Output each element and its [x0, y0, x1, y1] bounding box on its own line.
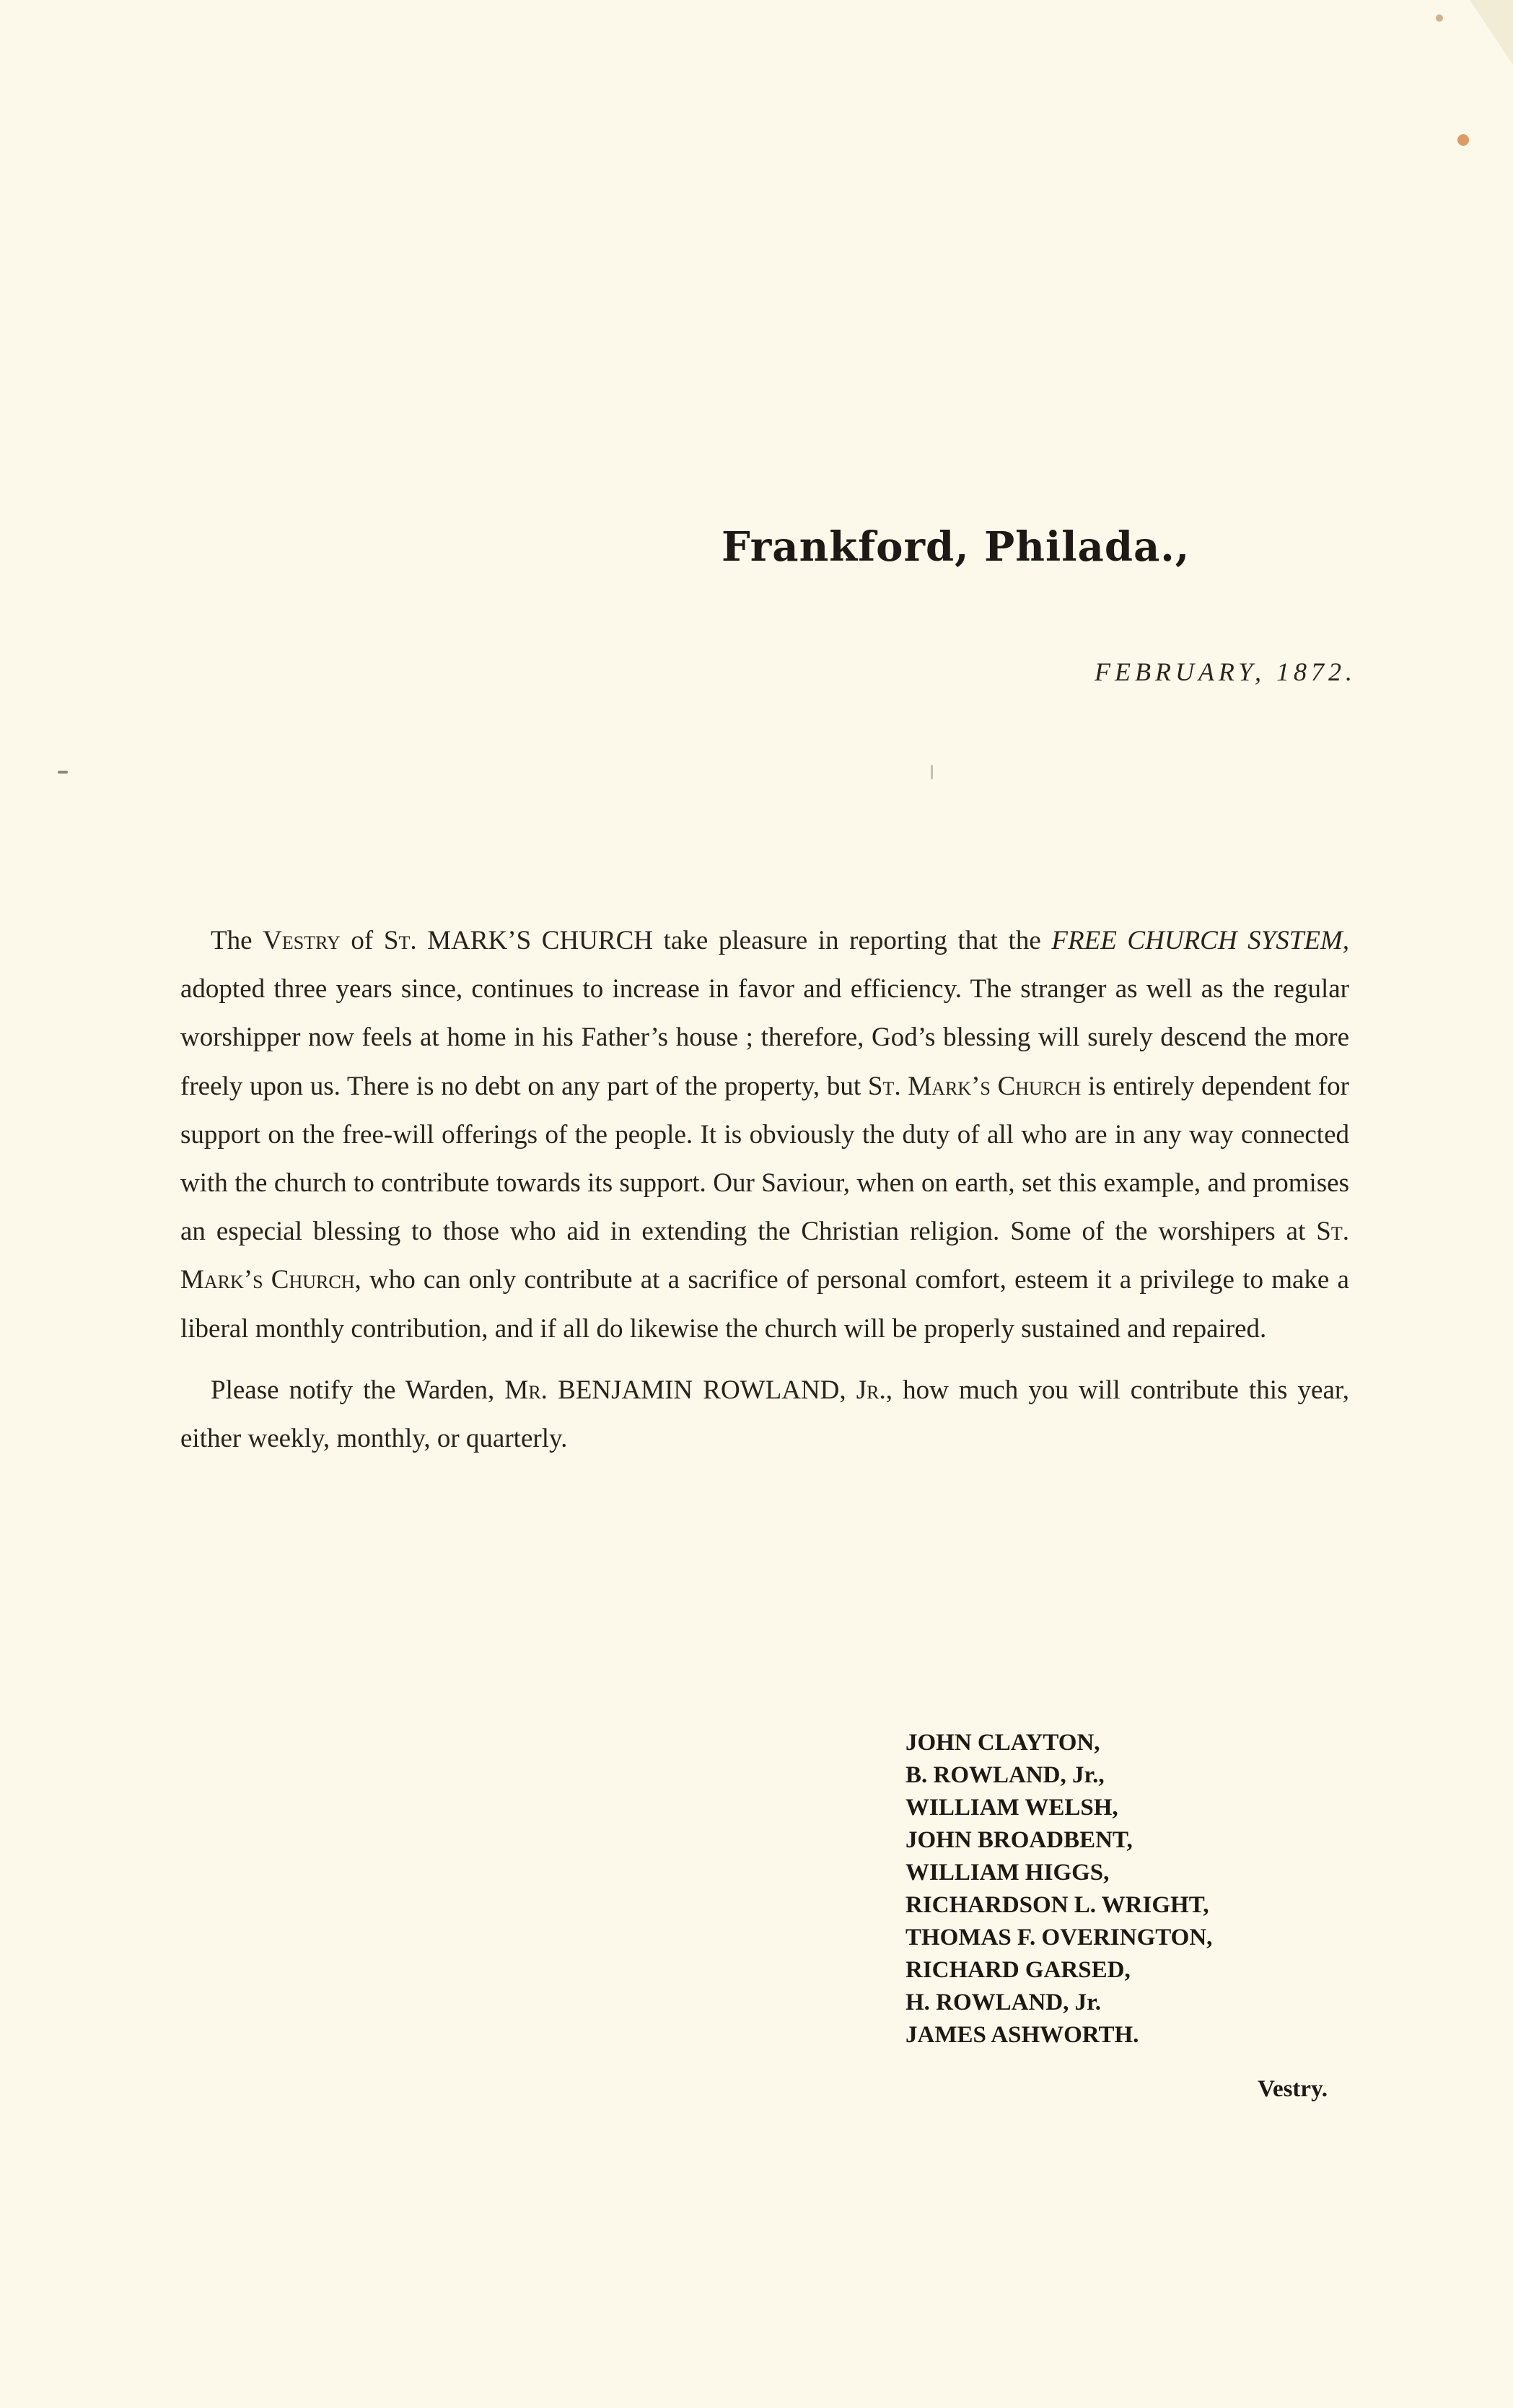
- church-name: St. Mark’s Church: [180, 1217, 1349, 1295]
- letter-body: [180, 916, 1349, 1463]
- text-run: is entirely dependent for support on the free-will offerings of the people. It is obviously the duty of all who are in any way connected with the church to contribute towards its support. Our Saviour, when on earth, set this example, and promises an especial blessing to those who aid in extending the Christian religion. Some of the worshipers at: [180, 1071, 1349, 1247]
- signatory-name: B. ROWLAND, Jr.,: [905, 1762, 1105, 1788]
- paragraph-2: [180, 1366, 1349, 1463]
- text-run: MARK’S CHURCH take pleasure in reporting that the: [416, 926, 1052, 955]
- paragraph-1: [180, 916, 1349, 1353]
- paper-stain: [1457, 134, 1469, 146]
- text-run: BENJAMIN ROWLAND,: [547, 1375, 856, 1405]
- saint-abbrev: St.: [383, 926, 417, 955]
- page-corner-fold: [1470, 0, 1513, 65]
- text-run: Please notify the Warden,: [211, 1375, 505, 1405]
- signatory-name: H. ROWLAND, Jr.: [905, 1989, 1102, 2015]
- signatory-name: JOHN CLAYTON,: [905, 1730, 1100, 1756]
- vestry-word: Vestry: [263, 926, 341, 955]
- signatory-name: THOMAS F. OVERINGTON,: [905, 1925, 1213, 1951]
- closing-vestry: Vestry.: [1258, 2076, 1328, 2102]
- title-mr: Mr.: [504, 1375, 548, 1405]
- signatory-name: JAMES ASHWORTH.: [905, 2022, 1139, 2048]
- signatory-name: RICHARDSON L. WRIGHT,: [905, 1892, 1209, 1918]
- signatory-list: [905, 1727, 1367, 2052]
- text-run: The: [211, 926, 263, 955]
- signatory-name: RICHARD GARSED,: [905, 1957, 1131, 1983]
- church-name: St. Mark’s Church: [867, 1071, 1082, 1101]
- suffix-jr: Jr.: [856, 1375, 886, 1405]
- paper-mark: [931, 765, 933, 779]
- text-run: of: [340, 926, 384, 955]
- text-run: , how much you will contribute this year, either weekly, monthly, or quarterly.: [180, 1375, 1349, 1454]
- place-heading: Frankford, Philada.,: [722, 523, 1190, 571]
- paper-stain: [1436, 14, 1443, 22]
- text-run: , who can only contribute at a sacrifice of personal comfort, esteem it a privilege to make a liberal monthly contribution, and if all do likewise the church will be properly sustained and repaired.: [180, 1265, 1349, 1344]
- signatory-name: WILLIAM WELSH,: [905, 1795, 1118, 1821]
- free-church-system: FREE CHURCH SYSTEM,: [1051, 926, 1350, 955]
- signatory-name: WILLIAM HIGGS,: [905, 1860, 1110, 1886]
- signatory-name: JOHN BROADBENT,: [905, 1827, 1133, 1853]
- text-run: adopted three years since, continues to increase in favor and efficiency. The stranger as well as the regular worshipper now feels at home in his Father’s house ; therefore, God’s blessing will surely descend the more freely upon us. There is no debt on any part of the property, but: [180, 974, 1349, 1101]
- date-heading: FEBRUARY, 1872.: [1094, 657, 1356, 686]
- paper-mark: [58, 771, 68, 774]
